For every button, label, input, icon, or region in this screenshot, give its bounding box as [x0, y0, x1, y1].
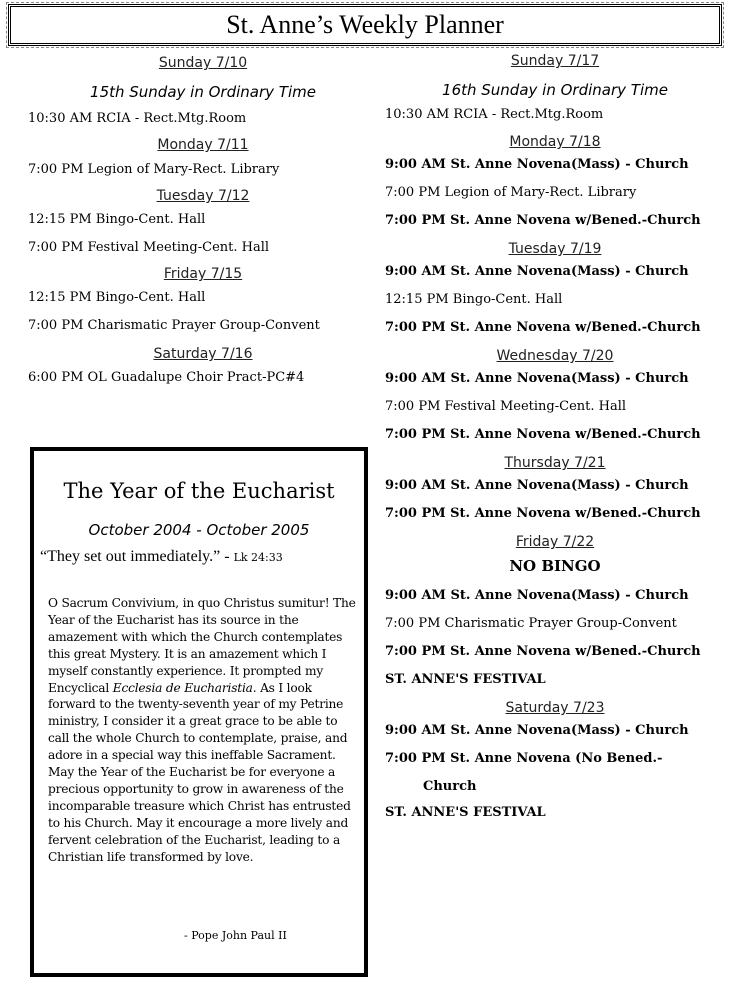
day-heading: Monday 7/18: [509, 134, 601, 150]
event-continuation: Church: [423, 779, 477, 794]
event: 6:00 PM OL Guadalupe Choir Pract-PC#4: [28, 370, 305, 385]
box-title: The Year of the Eucharist: [63, 479, 335, 503]
event: 9:00 AM St. Anne Novena(Mass) - Church: [385, 371, 689, 386]
day-heading: Friday 7/22: [515, 534, 595, 550]
event: 12:15 PM Bingo-Cent. Hall: [28, 212, 206, 227]
planner-title-box: [8, 4, 722, 46]
planner-title: St. Anne’s Weekly Planner: [226, 10, 504, 39]
event: 7:00 PM St. Anne Novena w/Bened.-Church: [385, 427, 701, 442]
event: 7:00 PM Legion of Mary-Rect. Library: [28, 162, 280, 177]
event: 9:00 AM St. Anne Novena(Mass) - Church: [385, 588, 689, 603]
day-heading: Friday 7/15: [163, 266, 243, 282]
no-bingo-note: NO BINGO: [509, 557, 601, 575]
event: 7:00 PM St. Anne Novena w/Bened.-Church: [385, 320, 701, 335]
event: 7:00 PM Charismatic Prayer Group-Convent: [385, 616, 677, 631]
event: 9:00 AM St. Anne Novena(Mass) - Church: [385, 723, 689, 738]
event: 7:00 PM St. Anne Novena w/Bened.-Church: [385, 213, 701, 228]
event: 10:30 AM RCIA - Rect.Mtg.Room: [28, 111, 247, 126]
day-heading: Wednesday 7/20: [496, 348, 614, 364]
event: 10:30 AM RCIA - Rect.Mtg.Room: [385, 107, 604, 122]
day-heading: Tuesday 7/19: [508, 241, 602, 257]
event: 7:00 PM Festival Meeting-Cent. Hall: [385, 399, 627, 414]
event: 9:00 AM St. Anne Novena(Mass) - Church: [385, 478, 689, 493]
day-heading: Sunday 7/10: [158, 55, 248, 71]
event: ST. ANNE'S FESTIVAL: [385, 672, 546, 687]
quote-ref: Lk 24:33: [233, 551, 283, 564]
event: 7:00 PM St. Anne Novena w/Bened.-Church: [385, 644, 701, 659]
day-heading: Sunday 7/17: [510, 53, 600, 69]
event: 12:15 PM Bingo-Cent. Hall: [28, 290, 206, 305]
day-heading: Tuesday 7/12: [156, 188, 250, 204]
box-subtitle: October 2004 - October 2005: [88, 521, 310, 539]
body-text-2: . As I look forward to the twenty-seventh year of my Petrine ministry, I consider it a great grace to be able to call the whole Church to contemplate, praise, and adore in a special way this ineffable Sacrament. May the Year of the Eucharist be for everyone a precious opportunity to grow in awareness of the incomparable treasure which Christ has entrusted to his Church. May it encourage a more lively and fervent celebration of the Eucharist, leading to a Christian life transformed by love.: [48, 680, 351, 864]
quote-text: “They set out immediately.” -: [40, 548, 230, 565]
event: 7:00 PM Legion of Mary-Rect. Library: [385, 185, 637, 200]
event: 7:00 PM Charismatic Prayer Group-Convent: [28, 318, 320, 333]
body-text: O Sacrum Convivium, in quo Christus sumitur! The Year of the Eucharist has its source in the amazement with which the Church contemplates this great Mystery. It is an amazement which I myself constantly experience. It prompted my Encyclical: [48, 596, 356, 695]
event: 7:00 PM St. Anne Novena w/Bened.-Church: [385, 506, 701, 521]
day-heading: Thursday 7/21: [504, 455, 606, 471]
event: 7:00 PM St. Anne Novena (No Bened.-: [385, 751, 663, 766]
occasion: 16th Sunday in Ordinary Time: [442, 81, 668, 99]
encyclical-title: Ecclesia de Eucharistia: [112, 680, 253, 695]
day-heading: Saturday 7/23: [505, 700, 605, 716]
event: 9:00 AM St. Anne Novena(Mass) - Church: [385, 264, 689, 279]
event: 9:00 AM St. Anne Novena(Mass) - Church: [385, 157, 689, 172]
signature: - Pope John Paul II: [184, 929, 287, 942]
box-body: [48, 595, 360, 866]
occasion: 15th Sunday in Ordinary Time: [90, 83, 316, 101]
day-heading: Saturday 7/16: [153, 346, 253, 362]
eucharist-box: [30, 447, 368, 977]
event: 7:00 PM Festival Meeting-Cent. Hall: [28, 240, 270, 255]
day-heading: Monday 7/11: [157, 137, 249, 153]
event: 12:15 PM Bingo-Cent. Hall: [385, 292, 563, 307]
event: ST. ANNE'S FESTIVAL: [385, 805, 546, 820]
box-quote: [40, 548, 362, 566]
